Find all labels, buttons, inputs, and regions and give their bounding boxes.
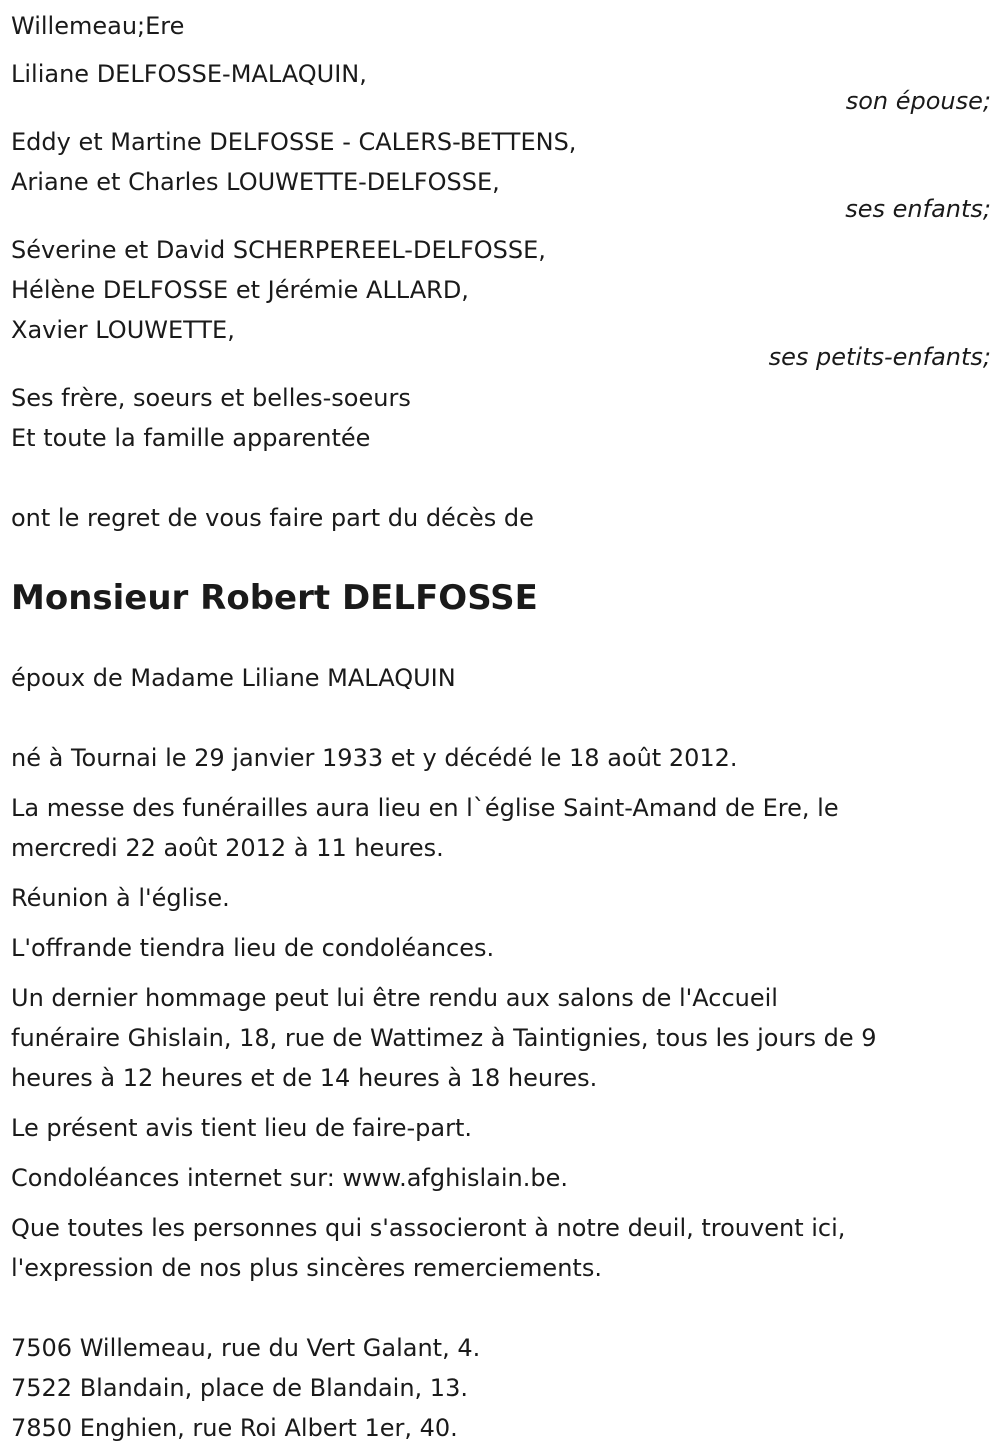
tribute-line: Un dernier hommage peut lui être rendu aux salons de l'Accueil xyxy=(11,984,778,1012)
thanks-paragraph xyxy=(11,1208,991,1288)
header-location: Willemeau;Ere xyxy=(11,12,185,40)
tribute-paragraph xyxy=(11,978,991,1098)
obituary-notice xyxy=(11,6,991,1448)
meeting-line: Réunion à l'église. xyxy=(11,884,230,912)
thanks-line: l'expression de nos plus sincères remerciements. xyxy=(11,1254,602,1282)
tribute-line: funéraire Ghislain, 18, rue de Wattimez à Taintignies, tous les jours de 9 xyxy=(11,1024,877,1052)
funeral-paragraph xyxy=(11,788,991,868)
thanks-line: Que toutes les personnes qui s'associeront à notre deuil, trouvent ici, xyxy=(11,1214,846,1242)
birth-death-line: né à Tournai le 29 janvier 1933 et y décédé le 18 août 2012. xyxy=(11,744,738,772)
grandchild-name: Hélène DELFOSSE et Jérémie ALLARD, xyxy=(11,276,469,304)
deceased-name: Monsieur Robert DELFOSSE xyxy=(11,578,538,618)
address-line: 7506 Willemeau, rue du Vert Galant, 4. xyxy=(11,1334,481,1362)
grandchild-name: Xavier LOUWETTE, xyxy=(11,316,235,344)
address-line: 7850 Enghien, rue Roi Albert 1er, 40. xyxy=(11,1414,458,1442)
child-name: Ariane et Charles LOUWETTE-DELFOSSE, xyxy=(11,168,500,196)
funeral-line: mercredi 22 août 2012 à 11 heures. xyxy=(11,834,444,862)
child-name: Eddy et Martine DELFOSSE - CALERS-BETTENS, xyxy=(11,128,577,156)
condolences-line: Condoléances internet sur: www.afghislain.be. xyxy=(11,1164,569,1192)
address-list xyxy=(11,1328,991,1448)
spouse-role: son épouse; xyxy=(845,87,991,115)
grandchildren-role: ses petits-enfants; xyxy=(768,343,991,371)
family-line: Ses frère, soeurs et belles-soeurs xyxy=(11,384,411,412)
announcement: ont le regret de vous faire part du décès de xyxy=(11,504,534,532)
offering-line: L'offrande tiendra lieu de condoléances. xyxy=(11,934,495,962)
family-line: Et toute la famille apparentée xyxy=(11,424,371,452)
spouse-name: Liliane DELFOSSE-MALAQUIN, xyxy=(11,60,367,88)
tribute-line: heures à 12 heures et de 14 heures à 18 heures. xyxy=(11,1064,598,1092)
address-line: 7522 Blandain, place de Blandain, 13. xyxy=(11,1374,468,1402)
deceased-spouse: époux de Madame Liliane MALAQUIN xyxy=(11,664,456,692)
children-role: ses enfants; xyxy=(845,195,991,223)
grandchild-name: Séverine et David SCHERPEREEL-DELFOSSE, xyxy=(11,236,546,264)
funeral-line: La messe des funérailles aura lieu en l`église Saint-Amand de Ere, le xyxy=(11,794,839,822)
notice-line: Le présent avis tient lieu de faire-part. xyxy=(11,1114,473,1142)
